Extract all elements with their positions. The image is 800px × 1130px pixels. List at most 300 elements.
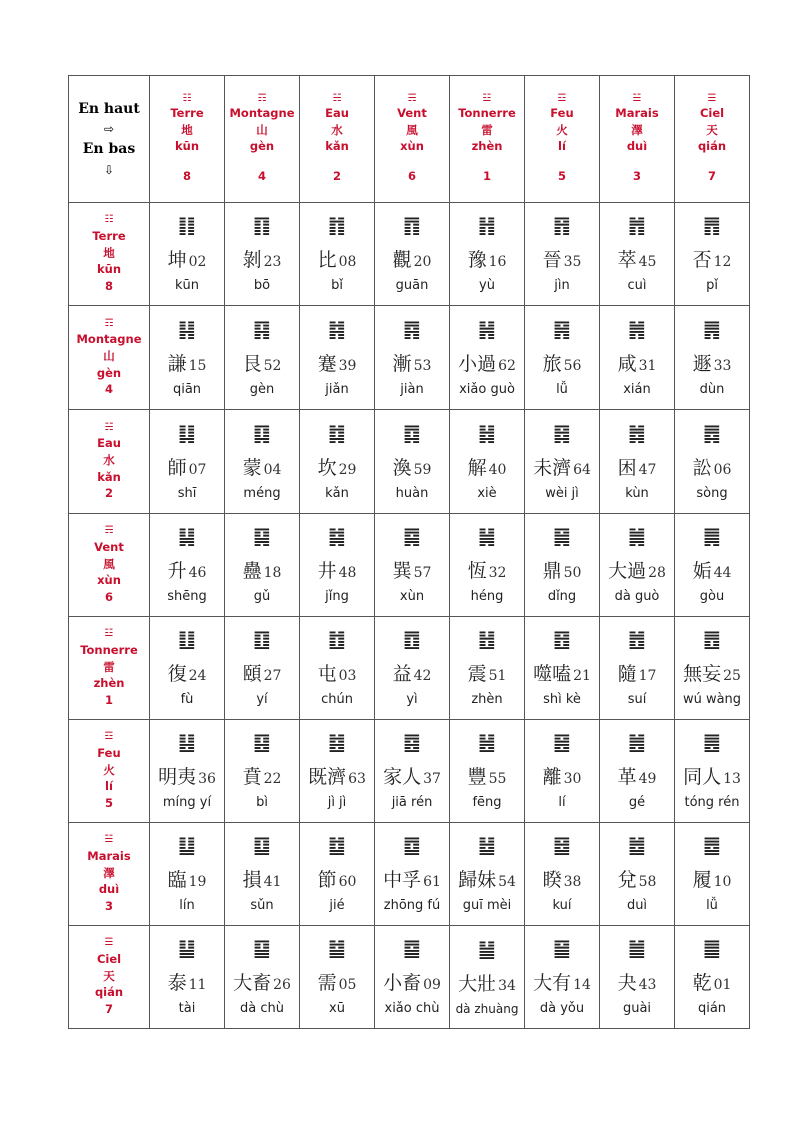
hexagram-name: 損 — [242, 869, 262, 891]
hexagram-pinyin: kǎn — [325, 485, 349, 501]
hexagram-cell — [450, 514, 525, 617]
trigram-icon: ☰ — [104, 937, 114, 949]
hexagram-name: 升 — [167, 560, 187, 582]
hexagram-name: 大壯 — [458, 972, 497, 995]
hexagram-icon: ䷺ — [403, 420, 421, 445]
hexagram-cell — [375, 514, 450, 617]
hexagram-icon: ䷚ — [253, 627, 271, 651]
hexagram-cell — [600, 617, 675, 720]
trigram-number: 7 — [104, 1001, 113, 1016]
hexagram-icon: ䷍ — [553, 936, 571, 960]
hexagram-pinyin: guī mèi — [462, 898, 512, 913]
hexagram-number: 64 — [573, 461, 591, 478]
hexagram-pinyin: duì — [626, 898, 648, 913]
hexagram-cell — [450, 617, 525, 720]
column-header — [675, 76, 750, 203]
hexagram-name: 比 — [317, 249, 337, 271]
trigram-pinyin: qián — [697, 139, 727, 153]
trigram-icon: ☳ — [104, 628, 114, 640]
hexagram-pinyin: dà guò — [614, 589, 660, 604]
hexagram-pinyin: jìn — [554, 278, 570, 293]
trigram-name-fr: Terre — [92, 228, 126, 243]
hexagram-name: 泰 — [167, 972, 187, 994]
trigram-name-fr: Vent — [94, 539, 124, 554]
hexagram-name: 既濟 — [308, 766, 347, 788]
hexagram-name: 旅 — [542, 352, 562, 375]
hexagram-name: 睽 — [542, 869, 562, 891]
trigram-icon: ☱ — [104, 834, 114, 846]
hexagram-pinyin: gǔ — [253, 589, 271, 604]
hexagram-cell — [450, 306, 525, 410]
hexagram-cell — [225, 617, 300, 720]
trigram-icon: ☱ — [632, 93, 642, 105]
hexagram-number: 19 — [188, 874, 207, 890]
hexagram-name: 井 — [317, 560, 337, 582]
trigram-pinyin: gèn — [96, 365, 122, 380]
hexagram-cell — [600, 823, 675, 926]
hexagram-icon: ䷛ — [628, 524, 646, 548]
hexagram-icon: ䷄ — [328, 936, 346, 960]
trigram-number: 1 — [104, 692, 113, 707]
hexagram-number: 45 — [638, 254, 657, 270]
hexagram-icon: ䷘ — [703, 627, 721, 651]
hexagram-icon: ䷷ — [553, 316, 571, 341]
hexagram-icon: ䷲ — [478, 627, 496, 651]
hexagram-name: 明夷 — [158, 766, 197, 788]
trigram-number: 2 — [104, 486, 113, 501]
hexagram-name: 未濟 — [533, 456, 572, 479]
hexagram-pinyin: fēng — [472, 795, 502, 810]
hexagram-name: 革 — [617, 766, 637, 788]
trigram-name-fr: Feu — [550, 106, 574, 121]
hexagram-name: 剝 — [242, 249, 262, 271]
hexagram-icon: ䷸ — [403, 524, 421, 548]
hexagram-number: 51 — [488, 668, 507, 684]
hexagram-cell — [150, 514, 225, 617]
hexagram-cell — [600, 410, 675, 514]
hexagram-name: 大有 — [533, 972, 572, 994]
hexagram-name: 困 — [617, 456, 637, 479]
row-header — [69, 926, 150, 1029]
hexagram-number: 09 — [423, 977, 441, 993]
hexagram-name: 坤 — [167, 249, 187, 271]
trigram-number: 8 — [104, 278, 113, 293]
hexagram-pinyin: lí — [558, 795, 566, 810]
trigram-number: 5 — [557, 169, 566, 184]
hexagram-icon: ䷠ — [703, 316, 721, 341]
hexagram-pinyin: gèn — [249, 381, 275, 397]
trigram-icon: ☵ — [104, 421, 114, 433]
hexagram-number: 59 — [413, 461, 432, 478]
hexagram-pinyin: kùn — [625, 485, 649, 501]
trigram-name-fr: Eau — [325, 106, 349, 121]
hexagram-number: 15 — [188, 357, 207, 374]
hexagram-name: 頤 — [242, 663, 262, 685]
trigram-pinyin: kǎn — [97, 469, 121, 484]
hexagram-icon: ䷭ — [178, 524, 196, 548]
hexagram-cell — [150, 823, 225, 926]
trigram-name-zh: 水 — [103, 453, 115, 468]
trigram-pinyin: zhèn — [93, 676, 125, 691]
hexagram-number: 31 — [638, 357, 657, 374]
hexagram-number: 22 — [263, 771, 282, 787]
hexagram-cell — [375, 306, 450, 410]
hexagram-cell — [450, 410, 525, 514]
hexagram-number: 43 — [638, 977, 657, 993]
hexagram-pinyin: dà chù — [240, 1001, 284, 1016]
hexagram-number: 02 — [188, 254, 207, 270]
hexagram-name: 巽 — [392, 560, 412, 582]
hexagram-number: 62 — [498, 357, 516, 374]
table-row — [69, 410, 750, 514]
hexagram-icon: ䷗ — [178, 627, 196, 651]
hexagram-number: 44 — [713, 565, 732, 581]
hexagram-number: 42 — [413, 668, 432, 684]
row-header — [69, 617, 150, 720]
hexagram-name: 噬嗑 — [533, 663, 572, 685]
hexagram-name: 遯 — [692, 352, 712, 375]
hexagram-pinyin: guān — [395, 278, 429, 293]
hexagram-number: 03 — [338, 668, 357, 684]
hexagram-cell — [600, 926, 675, 1029]
hexagram-number: 13 — [723, 771, 741, 787]
trigram-icon: ☴ — [104, 525, 114, 537]
hexagram-icon: ䷹ — [628, 833, 646, 857]
hexagram-pinyin: jiā rén — [391, 795, 433, 810]
hexagram-icon: ䷴ — [403, 316, 421, 341]
trigram-name-fr: Feu — [97, 745, 121, 760]
trigram-number: 5 — [104, 795, 113, 810]
hexagram-name: 歸妹 — [458, 869, 497, 891]
table-row — [69, 203, 750, 306]
hexagram-cell — [300, 926, 375, 1029]
column-header — [150, 76, 225, 203]
table-row — [69, 720, 750, 823]
hexagram-pinyin: qián — [697, 1001, 727, 1016]
hexagram-icon: ䷧ — [478, 420, 496, 445]
hexagram-number: 56 — [563, 357, 582, 374]
hexagram-icon: ䷎ — [178, 316, 196, 341]
hexagram-name: 漸 — [392, 352, 412, 375]
hexagram-cell — [375, 823, 450, 926]
trigram-name-fr: Tonnerre — [80, 642, 138, 657]
hexagram-pinyin: dùn — [699, 381, 725, 397]
hexagram-pinyin: wú wàng — [682, 692, 742, 707]
corner-cell — [69, 76, 150, 203]
hexagram-cell — [150, 926, 225, 1029]
hexagram-icon: ䷰ — [628, 730, 646, 754]
hexagram-icon: ䷤ — [403, 730, 421, 754]
trigram-name-fr: Marais — [615, 106, 659, 121]
hexagram-icon: ䷐ — [628, 627, 646, 651]
hexagram-number: 29 — [338, 461, 357, 478]
hexagram-number: 06 — [713, 461, 732, 478]
hexagram-cell — [525, 823, 600, 926]
hexagram-cell — [225, 203, 300, 306]
trigram-pinyin: xùn — [97, 573, 121, 588]
hexagram-number: 32 — [488, 565, 507, 581]
hexagram-number: 39 — [338, 357, 357, 374]
hexagram-pinyin: qiān — [172, 381, 202, 397]
hexagram-cell — [450, 926, 525, 1029]
hexagram-icon: ䷽ — [478, 316, 496, 341]
hexagram-name: 小畜 — [383, 972, 422, 994]
trigram-pinyin: kǎn — [325, 139, 349, 153]
hexagram-icon: ䷾ — [328, 730, 346, 754]
down-arrow-icon: ⇩ — [103, 162, 115, 177]
hexagram-pinyin: yì — [406, 692, 418, 707]
hexagram-pinyin: lǚ — [706, 898, 718, 913]
hexagram-cell — [525, 306, 600, 410]
table-row — [69, 306, 750, 410]
trigram-icon: ☵ — [332, 93, 342, 105]
hexagram-pinyin: kūn — [174, 278, 199, 293]
hexagram-name: 履 — [692, 869, 712, 891]
trigram-number: 3 — [104, 898, 113, 913]
hexagram-cell — [375, 720, 450, 823]
trigram-icon: ☶ — [257, 93, 267, 105]
trigram-number: 8 — [182, 169, 191, 184]
hexagram-number: 40 — [488, 461, 507, 478]
hexagram-pinyin: yù — [479, 278, 495, 293]
hexagram-cell — [300, 823, 375, 926]
hexagram-icon: ䷅ — [703, 420, 721, 445]
hexagram-number: 35 — [563, 254, 582, 270]
trigram-name-zh: 雷 — [103, 659, 115, 674]
hexagram-number: 34 — [498, 977, 516, 994]
hexagram-icon: ䷳ — [253, 316, 271, 341]
hexagram-icon: ䷼ — [403, 833, 421, 857]
hexagram-icon: ䷖ — [253, 213, 271, 237]
hexagram-icon: ䷋ — [703, 213, 721, 237]
bottom-label: En bas — [82, 141, 136, 157]
hexagram-name: 大過 — [608, 560, 647, 582]
hexagram-icon: ䷫ — [703, 524, 721, 548]
table-row — [69, 514, 750, 617]
trigram-number: 6 — [104, 589, 113, 604]
hexagram-icon: ䷶ — [478, 730, 496, 754]
hexagram-cell — [225, 306, 300, 410]
hexagram-number: 24 — [188, 668, 207, 684]
hexagram-number: 28 — [648, 565, 666, 581]
hexagram-cell — [225, 926, 300, 1029]
hexagram-number: 10 — [713, 874, 732, 890]
hexagram-icon: ䷂ — [328, 627, 346, 651]
row-header — [69, 306, 150, 410]
hexagram-cell — [150, 617, 225, 720]
trigram-name-zh: 風 — [406, 122, 418, 137]
trigram-icon: ☷ — [104, 214, 114, 226]
hexagram-name: 蒙 — [242, 456, 262, 479]
hexagram-pinyin: tài — [178, 1001, 196, 1016]
table-row — [69, 926, 750, 1029]
hexagram-cell — [450, 823, 525, 926]
hexagram-cell — [225, 823, 300, 926]
trigram-pinyin: duì — [626, 139, 648, 153]
hexagram-cell — [225, 514, 300, 617]
hexagram-name: 兌 — [617, 869, 637, 891]
trigram-number: 3 — [632, 169, 641, 184]
hexagram-number: 46 — [188, 565, 207, 581]
hexagram-icon: ䷿ — [553, 420, 571, 445]
hexagram-name: 豐 — [467, 766, 487, 788]
hexagram-number: 20 — [413, 254, 432, 270]
hexagram-cell — [450, 203, 525, 306]
hexagram-cell — [150, 306, 225, 410]
hexagram-cell — [300, 720, 375, 823]
hexagram-icon: ䷀ — [703, 936, 721, 960]
hexagram-name: 節 — [317, 869, 337, 891]
trigram-number: 6 — [407, 169, 416, 184]
hexagram-cell — [450, 720, 525, 823]
hexagram-cell — [225, 410, 300, 514]
trigram-icon: ☷ — [182, 93, 192, 105]
hexagram-pinyin: xiǎo guò — [459, 381, 515, 397]
hexagram-name: 咸 — [617, 352, 637, 375]
hexagram-pinyin: dǐng — [547, 589, 577, 604]
hexagram-cell — [375, 203, 450, 306]
hexagram-cell — [675, 203, 750, 306]
hexagram-name: 晉 — [542, 249, 562, 271]
hexagram-pinyin: gé — [628, 795, 646, 810]
hexagram-number: 33 — [713, 357, 732, 374]
hexagram-pinyin: xiè — [477, 485, 497, 501]
column-header — [450, 76, 525, 203]
hexagram-cell — [300, 617, 375, 720]
hexagram-pinyin: xùn — [399, 589, 425, 604]
trigram-pinyin: qián — [94, 985, 124, 1000]
hexagram-pinyin: xián — [623, 381, 651, 397]
hexagram-name: 需 — [317, 972, 337, 994]
hexagram-pinyin: sǔn — [250, 898, 274, 913]
hexagram-cell — [375, 617, 450, 720]
hexagram-cell — [675, 926, 750, 1029]
hexagram-name: 家人 — [383, 766, 422, 788]
hexagram-number: 38 — [563, 874, 582, 890]
hexagram-cell — [150, 410, 225, 514]
hexagram-pinyin: lín — [179, 898, 195, 913]
hexagram-cell — [675, 720, 750, 823]
trigram-name-fr: Montagne — [229, 106, 295, 121]
hexagram-pinyin: suí — [627, 692, 647, 707]
trigram-number: 7 — [707, 169, 716, 184]
hexagram-number: 30 — [563, 771, 582, 787]
hexagram-pinyin: jì jì — [327, 795, 347, 810]
hexagram-cell — [150, 203, 225, 306]
hexagram-pinyin: yí — [256, 692, 268, 707]
hexagram-cell — [600, 514, 675, 617]
hexagram-pinyin: kuí — [552, 898, 572, 913]
hexagram-cell — [675, 514, 750, 617]
hexagram-number: 04 — [263, 461, 282, 478]
hexagram-name: 隨 — [617, 663, 637, 685]
hexagram-number: 50 — [563, 565, 582, 581]
hexagram-name: 坎 — [317, 456, 337, 479]
hexagram-cell — [525, 720, 600, 823]
row-header — [69, 203, 150, 306]
hexagram-name: 恆 — [467, 560, 487, 582]
hexagram-number: 18 — [263, 565, 282, 581]
trigram-name-zh: 澤 — [103, 865, 115, 880]
hexagram-number: 17 — [638, 668, 657, 684]
trigram-pinyin: xùn — [400, 139, 424, 153]
hexagram-icon: ䷜ — [328, 420, 346, 445]
trigram-icon: ☰ — [707, 93, 717, 105]
hexagram-pinyin: chún — [321, 692, 353, 707]
hexagram-cell — [600, 720, 675, 823]
trigram-pinyin: lí — [105, 779, 113, 794]
trigram-name-zh: 風 — [103, 556, 115, 571]
trigram-name-zh: 山 — [256, 122, 268, 137]
hexagram-icon: ䷏ — [478, 213, 496, 237]
hexagram-cell — [300, 410, 375, 514]
hexagram-icon: ䷻ — [328, 833, 346, 857]
row-header — [69, 514, 150, 617]
column-header — [300, 76, 375, 203]
hexagram-name: 解 — [467, 456, 487, 479]
trigram-name-fr: Ciel — [699, 106, 725, 121]
hexagram-cell — [525, 514, 600, 617]
trigram-name-fr: Eau — [97, 436, 121, 451]
trigram-pinyin: gèn — [249, 139, 275, 153]
hexagram-number: 36 — [198, 771, 216, 787]
hexagram-name: 復 — [167, 663, 187, 685]
hexagram-pinyin: zhèn — [471, 692, 503, 707]
hexagram-name: 震 — [467, 663, 487, 685]
trigram-number: 1 — [482, 169, 491, 184]
header-row — [69, 76, 750, 203]
hexagram-icon: ䷇ — [328, 213, 346, 237]
hexagram-name: 姤 — [692, 560, 712, 582]
hexagram-icon: ䷡ — [478, 936, 496, 961]
hexagram-name: 謙 — [167, 352, 187, 375]
hexagram-number: 37 — [423, 771, 441, 787]
hexagram-cell — [300, 306, 375, 410]
trigram-pinyin: zhèn — [471, 139, 503, 153]
hexagram-name: 渙 — [392, 456, 412, 479]
hexagram-pinyin: bì — [256, 795, 268, 810]
hexagram-name: 中孚 — [383, 869, 422, 891]
hexagram-icon: ䷉ — [703, 833, 721, 857]
hexagram-name: 離 — [542, 766, 562, 788]
hexagram-icon: ䷓ — [403, 213, 421, 237]
hexagram-name: 訟 — [692, 456, 712, 479]
trigram-name-zh: 雷 — [481, 122, 493, 137]
hexagram-number: 27 — [263, 668, 282, 684]
hexagram-number: 55 — [488, 771, 507, 787]
hexagram-number: 14 — [573, 977, 591, 993]
trigram-name-zh: 火 — [556, 122, 568, 137]
hexagram-number: 25 — [723, 668, 741, 684]
trigram-name-zh: 天 — [706, 122, 718, 137]
hexagram-name: 賁 — [242, 766, 262, 788]
trigram-name-zh: 地 — [181, 122, 193, 137]
hexagram-number: 57 — [413, 565, 432, 581]
hexagram-pinyin: xū — [329, 1001, 345, 1016]
hexagram-cell — [675, 617, 750, 720]
hexagram-name: 乾 — [692, 972, 712, 994]
hexagram-pinyin: bō — [253, 278, 271, 293]
column-header — [225, 76, 300, 203]
hexagram-pinyin: shì kè — [543, 692, 581, 707]
hexagram-number: 07 — [188, 461, 207, 478]
hexagram-number: 63 — [348, 771, 366, 787]
hexagram-cell — [300, 203, 375, 306]
hexagram-pinyin: jié — [329, 898, 345, 913]
hexagram-number: 49 — [638, 771, 657, 787]
hexagram-pinyin: méng — [243, 485, 281, 501]
hexagram-pinyin: wèi jì — [545, 485, 579, 501]
